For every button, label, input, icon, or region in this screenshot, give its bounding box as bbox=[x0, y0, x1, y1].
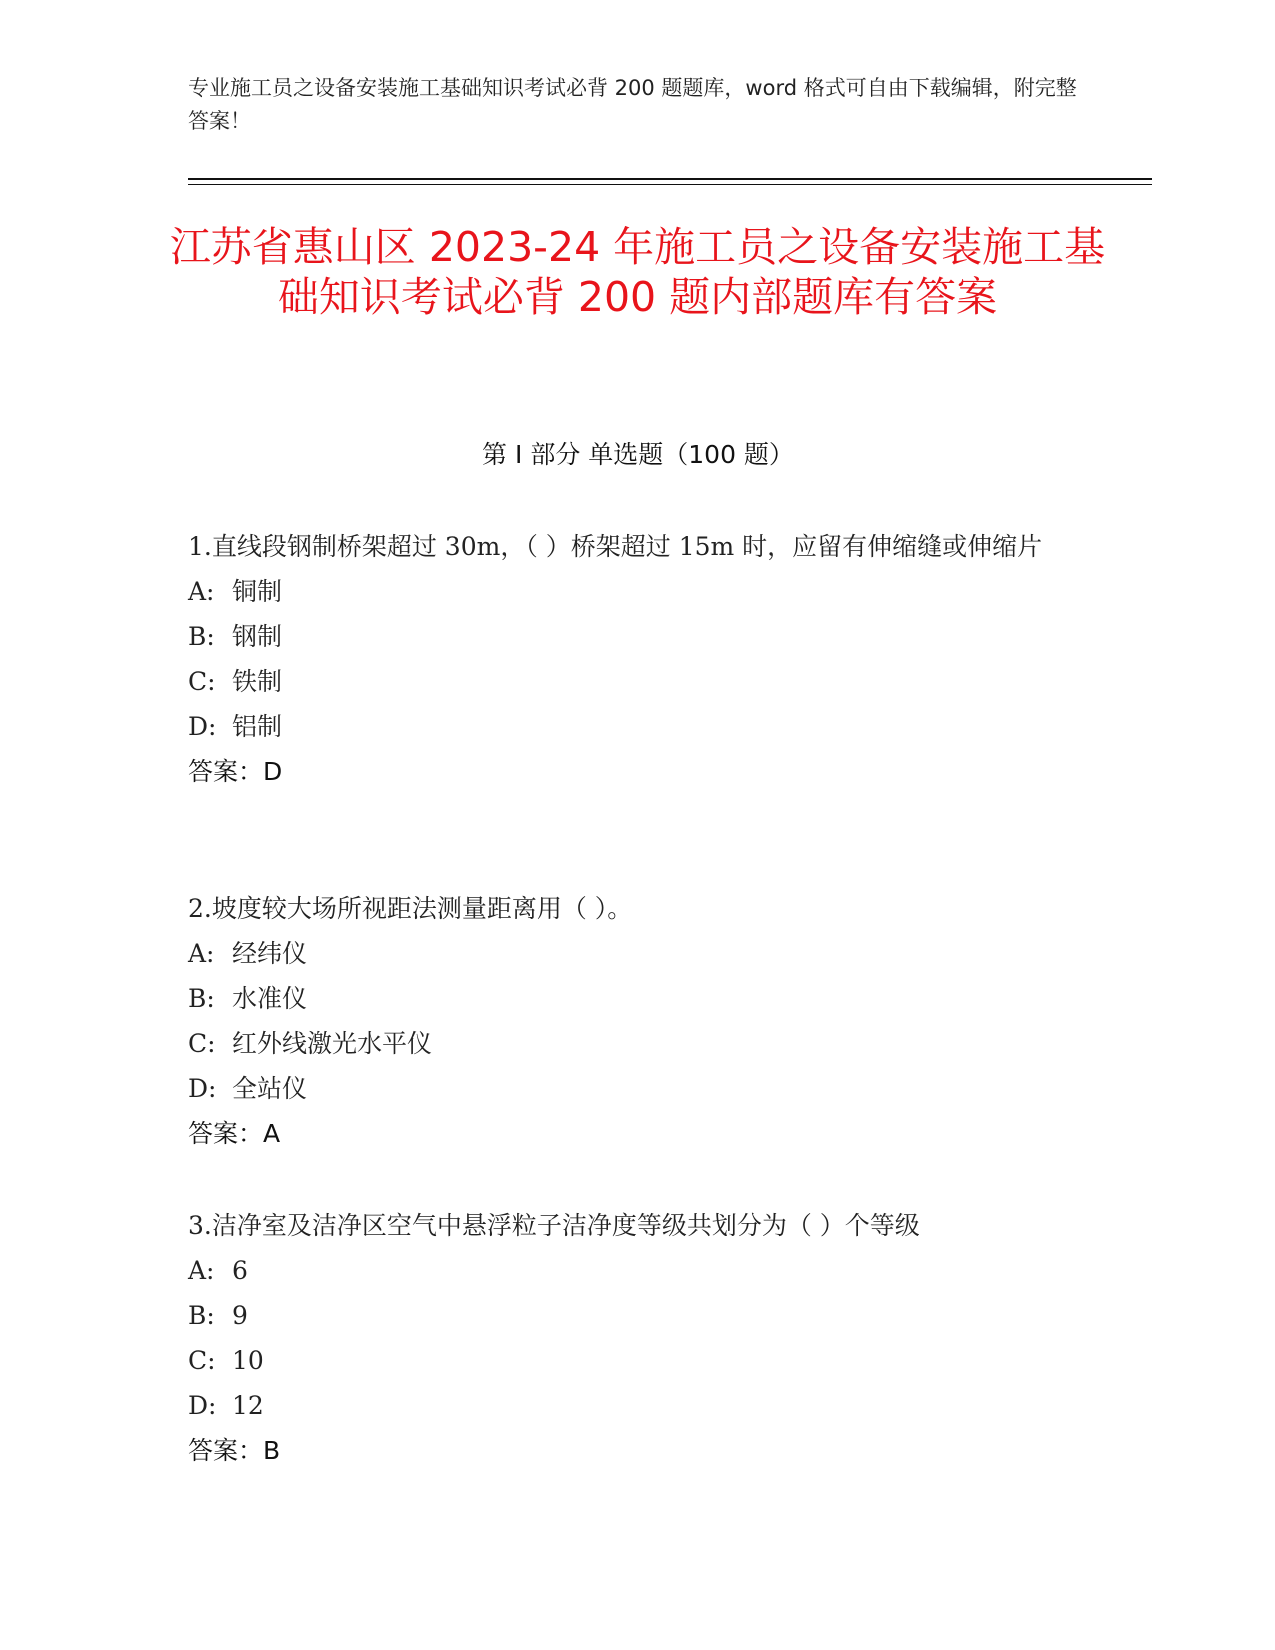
option-text: 9 bbox=[232, 1301, 248, 1330]
option-letter: C: bbox=[188, 1029, 216, 1058]
option-a bbox=[188, 569, 1088, 614]
option-letter: D: bbox=[188, 1391, 217, 1420]
option-letter: D: bbox=[188, 1074, 217, 1103]
answer-line bbox=[188, 1111, 1088, 1156]
option-c bbox=[188, 1338, 1088, 1383]
option-text: 12 bbox=[232, 1391, 264, 1420]
header-divider-thick bbox=[188, 178, 1152, 180]
question-stem: 1.直线段钢制桥架超过 30m，（ ）桥架超过 15m 时，应留有伸缩缝或伸缩片 bbox=[188, 532, 1043, 561]
option-a bbox=[188, 1248, 1088, 1293]
question-3 bbox=[188, 1203, 1088, 1473]
option-text: 钢制 bbox=[232, 622, 283, 651]
option-b bbox=[188, 976, 1088, 1021]
option-text: 水准仪 bbox=[232, 984, 308, 1013]
answer-prefix: 答案： bbox=[188, 1119, 264, 1148]
question-1 bbox=[188, 524, 1088, 794]
question-2 bbox=[188, 886, 1088, 1156]
option-letter: D: bbox=[188, 712, 217, 741]
answer-prefix: 答案： bbox=[188, 757, 264, 786]
option-text: 6 bbox=[232, 1256, 248, 1285]
option-letter: A: bbox=[188, 939, 215, 968]
answer-value: A bbox=[263, 1119, 281, 1148]
option-text: 10 bbox=[232, 1346, 264, 1375]
option-b bbox=[188, 1293, 1088, 1338]
option-letter: C: bbox=[188, 1346, 216, 1375]
option-letter: B: bbox=[188, 622, 215, 651]
question-stem: 2.坡度较大场所视距法测量距离用（ ）。 bbox=[188, 894, 633, 923]
option-letter: B: bbox=[188, 1301, 215, 1330]
document-title: 江苏省惠山区 2023-24 年施工员之设备安装施工基础知识考试必背 200 题内部题库有答案 bbox=[169, 223, 1106, 321]
option-text: 经纬仪 bbox=[232, 939, 308, 968]
option-text: 铜制 bbox=[232, 577, 283, 606]
answer-value: B bbox=[263, 1436, 281, 1465]
option-text: 全站仪 bbox=[232, 1074, 308, 1103]
answer-value: D bbox=[263, 757, 283, 786]
question-stem: 3.洁净室及洁净区空气中悬浮粒子洁净度等级共划分为（ ）个等级 bbox=[188, 1211, 920, 1240]
option-a bbox=[188, 931, 1088, 976]
option-letter: A: bbox=[188, 1256, 215, 1285]
option-d bbox=[188, 1066, 1088, 1111]
option-c bbox=[188, 659, 1088, 704]
option-letter: C: bbox=[188, 667, 216, 696]
answer-line bbox=[188, 1428, 1088, 1473]
option-letter: A: bbox=[188, 577, 215, 606]
option-d bbox=[188, 1383, 1088, 1428]
option-c bbox=[188, 1021, 1088, 1066]
option-text: 红外线激光水平仪 bbox=[232, 1029, 433, 1058]
option-letter: B: bbox=[188, 984, 215, 1013]
answer-prefix: 答案： bbox=[188, 1436, 264, 1465]
header-divider-thin bbox=[188, 184, 1152, 185]
option-text: 铝制 bbox=[232, 712, 283, 741]
option-b bbox=[188, 614, 1088, 659]
section-title: 第 I 部分 单选题（100 题） bbox=[482, 440, 794, 469]
answer-line bbox=[188, 749, 1088, 794]
option-d bbox=[188, 704, 1088, 749]
header-note: 专业施工员之设备安装施工基础知识考试必背 200 题题库，word 格式可自由下载编辑，附完整答案！ bbox=[188, 76, 1077, 133]
option-text: 铁制 bbox=[232, 667, 283, 696]
